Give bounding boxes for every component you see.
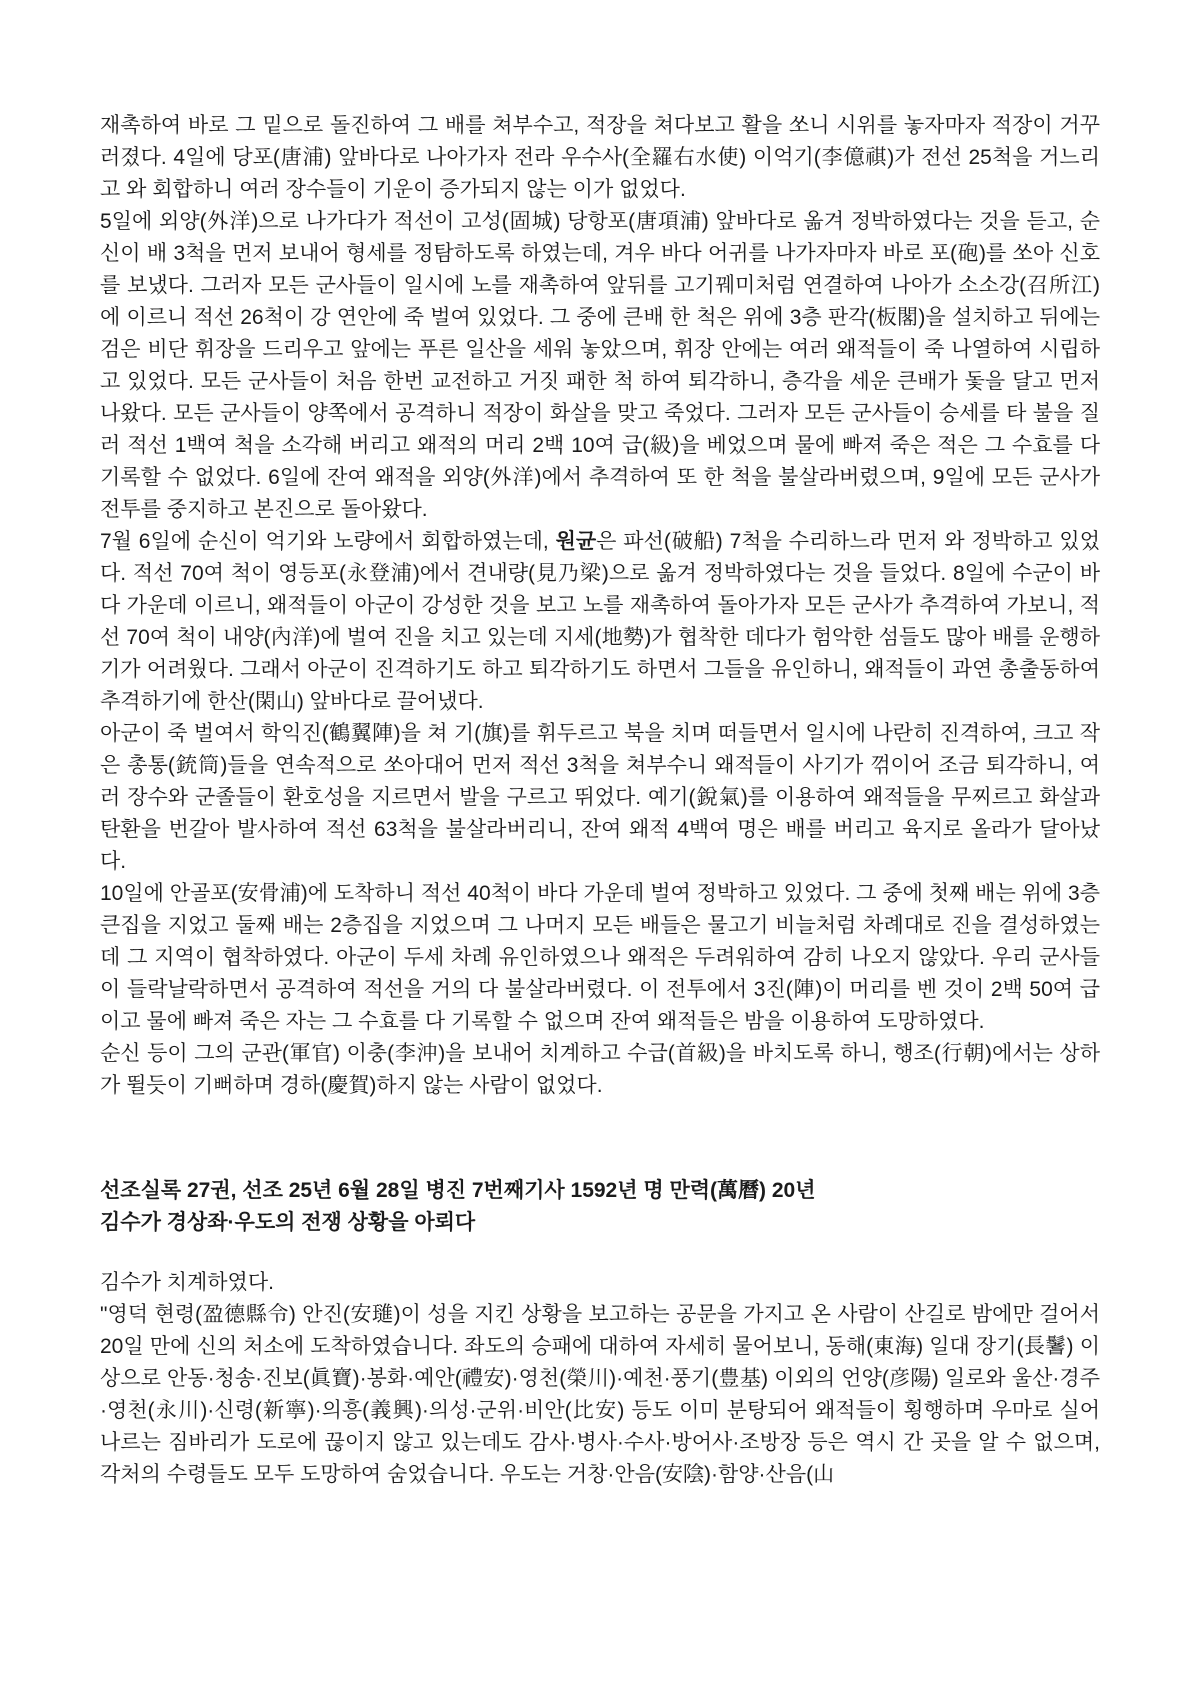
body-paragraph: 10일에 안골포(安骨浦)에 도착하니 적선 40척이 바다 가운데 벌여 정박하고 있었다. 그 중에 첫째 배는 위에 3층 큰집을 지었고 둘째 배는 2층집을 지었으며 그 나머지 모든 배들은 물고기 비늘처럼 차례대로 진을 결성하였는데 그 지역이 협착하였다. 아군이 두세 차례 유인하였으나 왜적은 두려워하여 감히 나오지 않았다. 우리 군사들이 들락날락하면서 공격하여 적선을 거의 다 불살라버렸다. 이 전투에서 3진(陣)이 머리를 벤 것이 2백 50여 급이고 물에 빠져 죽은 자는 그 수효를 다 기록할 수 없으며 잔여 왜적들은 밤을 이용하여 도망하였다. [100,882,1100,1033]
body-paragraph: 재촉하여 바로 그 밑으로 돌진하여 그 배를 쳐부수고, 적장을 쳐다보고 활을 쏘니 시위를 놓자마자 적장이 거꾸러졌다. 4일에 당포(唐浦) 앞바다로 나아가자 전라 우수사(全羅右水使) 이억기(李億祺)가 전선 25척을 거느리고 와 회합하니 여러 장수들이 기운이 증가되지 않는 이가 없었다. [100,114,1100,201]
body-paragraph [100,526,1100,718]
paragraph-text-before: 7월 6일에 순신이 억기와 노량에서 회합하였는데, [100,530,556,553]
article-source-line: 선조실록 27권, 선조 25년 6월 28일 병진 7번째기사 1592년 명 만력(萬曆) 20년 [100,1179,816,1202]
paragraph-text-after: 은 파선(破船) 7척을 수리하느라 먼저 와 정박하고 있었다. 적선 70여 척이 영등포(永登浦)에서 견내량(見乃梁)으로 옮겨 정박하였다는 것을 들었다. 8일에 수군이 바다 가운데 이르니, 왜적들이 아군이 강성한 것을 보고 노를 재촉하여 돌아가자 모든 군사가 추격하여 가보니, 적선 70여 척이 내양(內洋)에 벌여 진을 치고 있는데 지세(地勢)가 협착한 데다가 험악한 섬들도 많아 배를 운행하기가 어려웠다. 그래서 아군이 진격하기도 하고 퇴각하기도 하면서 그들을 유인하니, 왜적들이 과연 총출동하여 추격하기에 한산(閑山) 앞바다로 끌어냈다. [100,530,1100,713]
report-intro: 김수가 치계하였다. [100,1271,274,1294]
naval-battle-account-section [100,110,1100,1102]
report-body: "영덕 현령(盈德縣令) 안진(安璡)이 성을 지킨 상황을 보고하는 공문을 가지고 온 사람이 산길로 밤에만 걸어서 20일 만에 신의 처소에 도착하였습니다. 좌도의 승패에 대하여 자세히 물어보니, 동해(東海) 일대 장기(長鬐) 이상으로 안동·청송·진보(眞寶)·봉화·예안(禮安)·영천(榮川)·예천·풍기(豊基) 이외의 언양(彦陽) 일로와 울산·경주·영천(永川)·신령(新寧)·의흥(義興)·의성·군위·비안(比安) 등도 이미 분탕되어 왜적들이 횡행하며 우마로 실어 나르는 짐바리가 도로에 끊이지 않고 있는데도 감사·병사·수사·방어사·조방장 등은 역시 간 곳을 알 수 없으며, 각처의 수령들도 모두 도망하여 숨었습니다. 우도는 거창·안음(安陰)·함양·산음(山 [100,1303,1100,1486]
body-paragraph: 순신 등이 그의 군관(軍官) 이충(李沖)을 보내어 치계하고 수급(首級)을 바치도록 하니, 행조(行朝)에서는 상하가 뛸듯이 기뻐하며 경하(慶賀)하지 않는 사람이 없었다. [100,1042,1100,1097]
kimsu-report-section [100,1267,1100,1491]
body-paragraph: 아군이 죽 벌여서 학익진(鶴翼陣)을 쳐 기(旗)를 휘두르고 북을 치며 떠들면서 일시에 나란히 진격하여, 크고 작은 총통(銃筒)들을 연속적으로 쏘아대어 먼저 적선 3척을 쳐부수니 왜적들이 사기가 꺾이어 조금 퇴각하니, 여러 장수와 군졸들이 환호성을 지르면서 발을 구르고 뛰었다. 예기(銳氣)를 이용하여 왜적들을 무찌르고 화살과 탄환을 번갈아 발사하여 적선 63척을 불살라버리니, 잔여 왜적 4백여 명은 배를 버리고 육지로 올라가 달아났다. [100,722,1100,873]
person-name-wongyun: 원균 [555,530,597,553]
article-header [100,1175,1100,1239]
article-title-line: 김수가 경상좌·우도의 전쟁 상황을 아뢰다 [100,1211,476,1234]
body-paragraph: 5일에 외양(外洋)으로 나가다가 적선이 고성(固城) 당항포(唐項浦) 앞바다로 옮겨 정박하였다는 것을 듣고, 순신이 배 3척을 먼저 보내어 형세를 정탐하도록 하였는데, 겨우 바다 어귀를 나가자마자 바로 포(砲)를 쏘아 신호를 보냈다. 그러자 모든 군사들이 일시에 노를 재촉하여 앞뒤를 고기꿰미처럼 연결하여 나아가 소소강(召所江)에 이르니 적선 26척이 강 연안에 죽 벌여 있었다. 그 중에 큰배 한 척은 위에 3층 판각(板閣)을 설치하고 뒤에는 검은 비단 휘장을 드리우고 앞에는 푸른 일산을 세워 놓았으며, 휘장 안에는 여러 왜적들이 죽 나열하여 시립하고 있었다. 모든 군사들이 처음 한번 교전하고 거짓 패한 척 하여 퇴각하니, 층각을 세운 큰배가 돛을 달고 먼저 나왔다. 모든 군사들이 양쪽에서 공격하니 적장이 화살을 맞고 죽었다. 그러자 모든 군사들이 승세를 타 불을 질러 적선 1백여 척을 소각해 버리고 왜적의 머리 2백 10여 급(級)을 베었으며 물에 빠져 죽은 적은 그 수효를 다 기록할 수 없었다. 6일에 잔여 왜적을 외양(外洋)에서 추격하여 또 한 척을 불살라버렸으며, 9일에 모든 군사가 전투를 중지하고 본진으로 돌아왔다. [100,210,1100,521]
